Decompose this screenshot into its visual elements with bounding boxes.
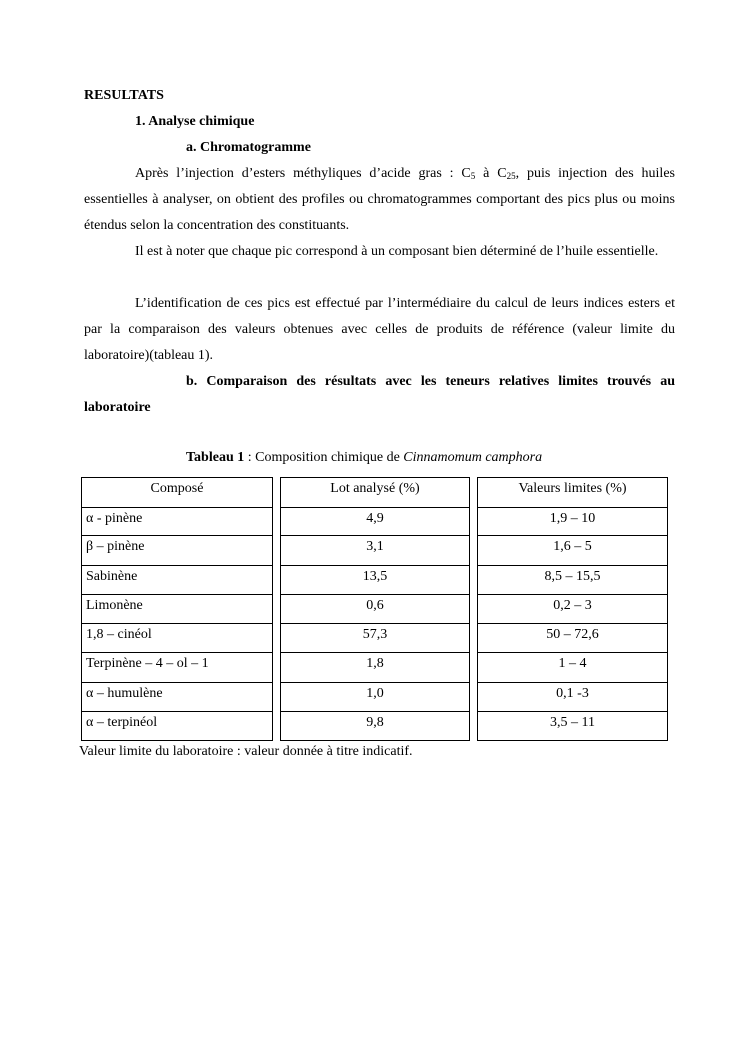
p1-sub-2: 25 <box>506 171 516 181</box>
table-header-lot-analyse: Lot analysé (%) <box>281 478 469 508</box>
paragraph-identification: L’identification de ces pics est effectué par l’intermédiaire du calcul de leurs indices esters et par la comparaison des valeurs obtenues avec celles de produits de référence (valeur limite du laboratoire)(tableau 1). <box>84 296 675 363</box>
table-cell-compose: α – humulène <box>82 683 272 712</box>
paragraph-chromatogram <box>84 161 675 239</box>
table-cell-valeurs-limites: 8,5 – 15,5 <box>478 566 667 595</box>
table-cell-lot-analyse: 1,8 <box>281 653 469 683</box>
caption-species: Cinnamomum camphora <box>403 450 543 465</box>
caption-label: Tableau 1 <box>186 450 245 465</box>
table-cell-lot-analyse: 3,1 <box>281 536 469 566</box>
table-cell-valeurs-limites: 1,9 – 10 <box>478 508 667 537</box>
table-cell-compose: α - pinène <box>82 508 272 537</box>
table-cell-compose: Sabinène <box>82 566 272 595</box>
table-cell-compose: Terpinène – 4 – ol – 1 <box>82 653 272 683</box>
table-cell-valeurs-limites: 1,6 – 5 <box>478 536 667 566</box>
table-cell-valeurs-limites: 0,1 -3 <box>478 683 667 712</box>
table-cell-lot-analyse: 13,5 <box>281 566 469 595</box>
results-heading: RESULTATS <box>84 88 164 103</box>
table-cell-valeurs-limites: 0,2 – 3 <box>478 595 667 625</box>
p1-text-a: Après l’injection d’esters méthyliques d’acide gras : C <box>135 166 471 181</box>
table-cell-lot-analyse: 4,9 <box>281 508 469 537</box>
table-cell-lot-analyse: 57,3 <box>281 624 469 653</box>
table-header-compose: Composé <box>82 478 272 508</box>
subsection-a-title: a. Chromatogramme <box>186 140 311 155</box>
table-caption <box>186 450 542 466</box>
table-cell-compose: β – pinène <box>82 536 272 566</box>
p1-text-b: à C <box>475 166 507 181</box>
table-cell-compose: 1,8 – cinéol <box>82 624 272 653</box>
paragraph-peaks: Il est à noter que chaque pic correspond à un composant bien déterminé de l’huile essentielle. <box>135 244 659 259</box>
table-cell-valeurs-limites: 3,5 – 11 <box>478 712 667 742</box>
p1-text-c: , puis injection des huiles essentielles à analyser, on obtient des profiles ou chromatogrammes comportant des pics plus ou moins étendus selon la concentration des constituants. <box>84 166 675 233</box>
table-column-lot <box>280 477 470 741</box>
table-cell-lot-analyse: 0,6 <box>281 595 469 625</box>
table-cell-lot-analyse: 1,0 <box>281 683 469 712</box>
table-cell-valeurs-limites: 50 – 72,6 <box>478 624 667 653</box>
table-header-valeurs-limites: Valeurs limites (%) <box>478 478 667 508</box>
subsection-b-title: b. Comparaison des résultats avec les teneurs relatives limites trouvés au laboratoire <box>84 374 675 415</box>
p1-sub-1: 5 <box>470 171 476 181</box>
caption-text: : Composition chimique de <box>244 450 404 465</box>
table-column-limits <box>477 477 668 741</box>
table-cell-lot-analyse: 9,8 <box>281 712 469 742</box>
table-cell-valeurs-limites: 1 – 4 <box>478 653 667 683</box>
table-footnote: Valeur limite du laboratoire : valeur donnée à titre indicatif. <box>79 744 413 759</box>
table-cell-compose: Limonène <box>82 595 272 625</box>
table-cell-compose: α – terpinéol <box>82 712 272 742</box>
section-title: 1. Analyse chimique <box>135 114 255 129</box>
table-column-compose <box>81 477 273 741</box>
